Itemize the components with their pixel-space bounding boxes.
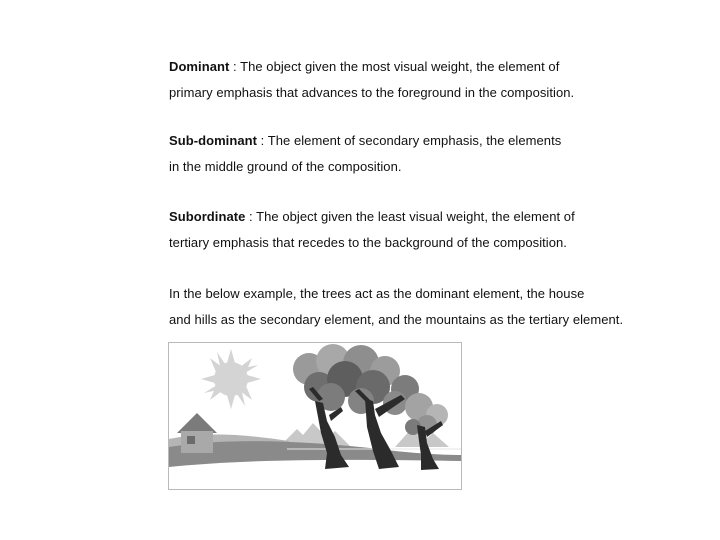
house-icon	[177, 413, 217, 453]
landscape-svg	[169, 343, 461, 489]
definition-sub-dominant	[169, 128, 561, 180]
definition-text: : The object given the most visual weight, the element of	[229, 59, 560, 74]
ground	[169, 460, 461, 489]
definition-text: : The element of secondary emphasis, the elements	[256, 133, 562, 148]
definition-term: Sub-dominant	[169, 133, 257, 148]
example-text: and hills as the secondary element, and the mountains as the tertiary element.	[169, 312, 624, 327]
definition-subordinate	[169, 204, 575, 256]
landscape-illustration	[168, 342, 462, 490]
definition-term: Dominant	[169, 59, 230, 74]
definition-text: primary emphasis that advances to the foreground in the composition.	[169, 85, 575, 100]
definition-term: Subordinate	[169, 209, 246, 224]
example-text: In the below example, the trees act as the dominant element, the house	[169, 286, 585, 301]
definition-text: in the middle ground of the composition.	[169, 159, 402, 174]
example-paragraph	[169, 281, 623, 333]
sun-icon	[201, 349, 261, 409]
definition-line	[169, 128, 561, 154]
definition-text: tertiary emphasis that recedes to the background of the composition.	[169, 235, 567, 250]
definition-dominant	[169, 54, 574, 106]
definition-line	[169, 204, 575, 230]
definition-line	[169, 54, 574, 80]
definition-text: : The object given the least visual weight, the element of	[245, 209, 575, 224]
